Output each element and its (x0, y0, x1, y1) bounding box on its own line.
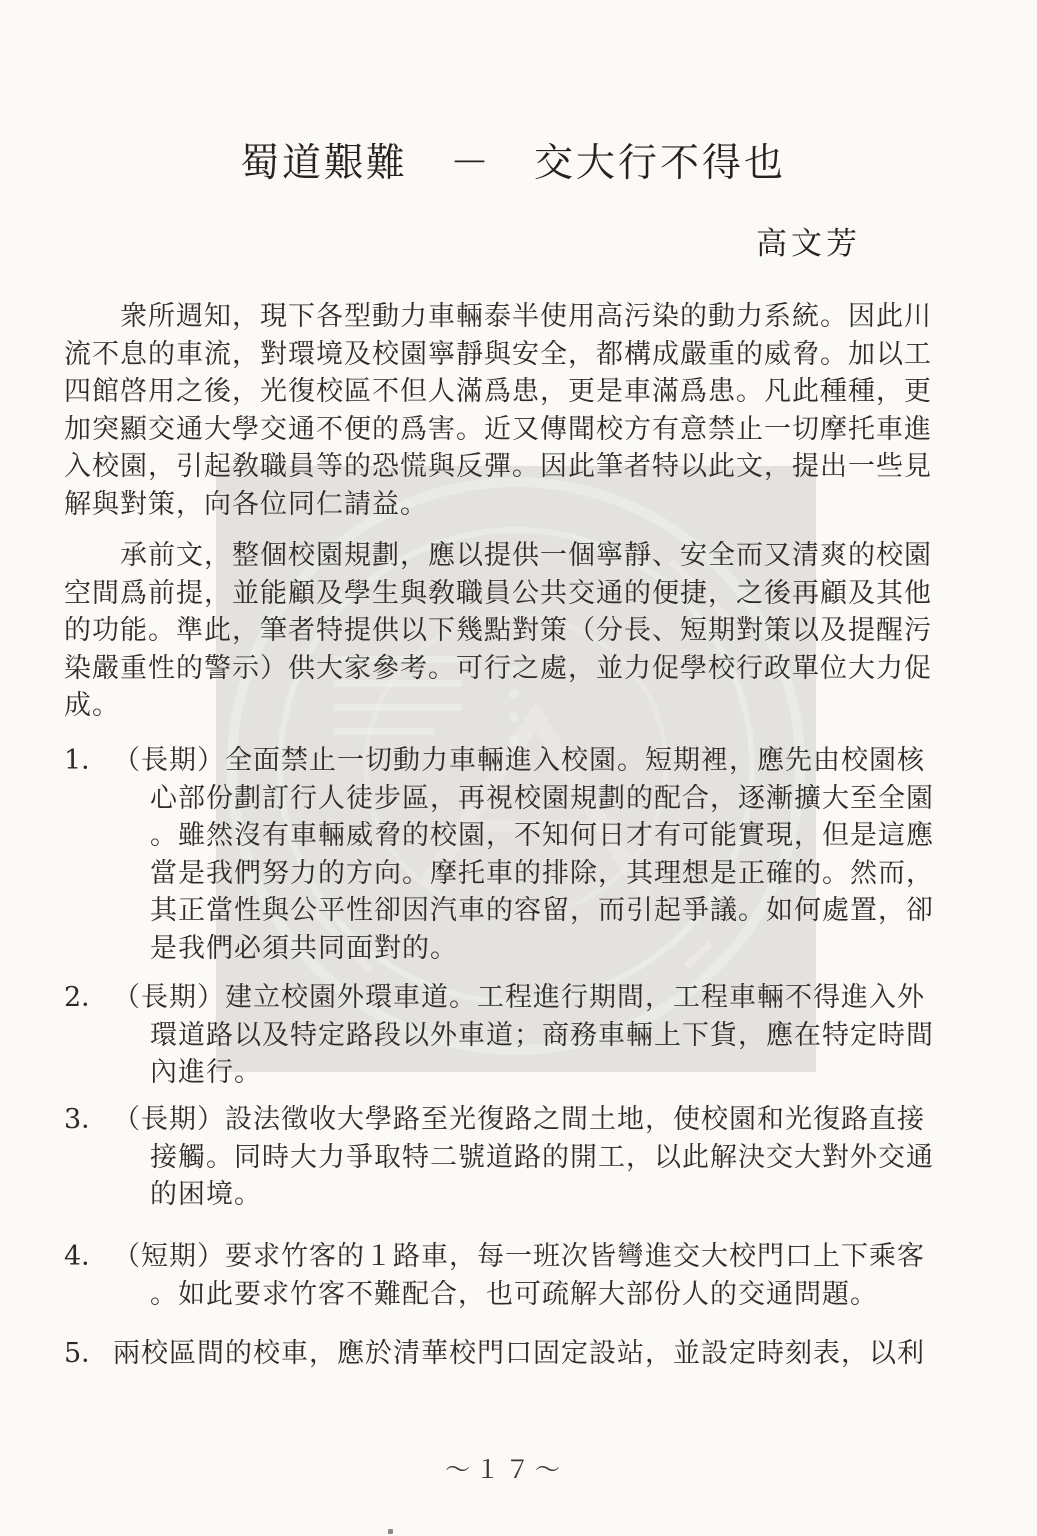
list-item-number: 1． (64, 745, 109, 776)
list-item-text: 兩校區間的校車，應於清華校門口固定設站，並設定時刻表，以利 (113, 1338, 925, 1369)
text-line: 加突顯交通大學交通不便的爲害。近又傳聞校方有意禁止一切摩托車進 (64, 413, 932, 445)
page-title: 蜀道艱難 － 交大行不得也 (240, 141, 787, 186)
intro-paragraph (64, 298, 974, 523)
text-line: 衆所週知，現下各型動力車輛泰半使用高污染的動力系統。因此川 (120, 301, 932, 332)
text-line (64, 742, 974, 780)
text-line: 承前文，整個校園規劃，應以提供一個寧靜、安全而又清爽的校園 (120, 540, 932, 571)
list-item-number: 4． (64, 1241, 109, 1272)
text-line: 其正當性與公平性卻因汽車的容留，而引起爭議。如何處置，卻 (150, 895, 934, 926)
text-line: 心部份劃訂行人徒步區，再視校園規劃的配合，逐漸擴大至全園 (150, 782, 934, 814)
list-item-text: （短期）要求竹客的１路車，每一班次皆彎進交大校門口上下乘客 (113, 1241, 925, 1272)
text-line: 是我們必須共同面對的。 (150, 932, 458, 964)
list-item-text: （長期）設法徵收大學路至光復路之間土地，使校園和光復路直接 (113, 1104, 925, 1135)
page-number: ～１７～ (444, 1455, 565, 1484)
text-line: 入校園，引起敎職員等的恐慌與反彈。因此筆者特以此文，提出一些見 (64, 451, 932, 482)
text-line (64, 979, 974, 1017)
scan-speck-artifact (388, 1529, 393, 1534)
list-item (64, 1335, 974, 1373)
text-line: 接觸。同時大力爭取特二號道路的開工，以此解決交大對外交通 (150, 1141, 934, 1173)
list-item (64, 742, 974, 967)
text-line: 染嚴重性的警示）供大家參考。可行之處，並力促學校行政單位大力促 (64, 652, 932, 684)
text-line: 環道路以及特定路段以外車道；商務車輛上下貨，應在特定時間 (150, 1019, 934, 1051)
text-line (64, 1101, 974, 1139)
text-line: 。雖然沒有車輛威脅的校園，不知何日才有可能實現，但是這應 (150, 820, 934, 851)
text-line: 的困境。 (150, 1179, 262, 1210)
text-line: 當是我們努力的方向。摩托車的排除，其理想是正確的。然而， (150, 857, 934, 889)
text-line: 的功能。準此，筆者特提供以下幾點對策（分長、短期對策以及提醒污 (64, 615, 932, 646)
plan-paragraph (64, 537, 974, 725)
text-line: 內進行。 (150, 1057, 262, 1088)
author-name: 高文芳 (756, 226, 861, 262)
text-line: 空間爲前提，並能顧及學生與敎職員公共交通的便捷，之後再顧及其他 (64, 577, 932, 609)
text-line: 成。 (64, 690, 120, 721)
text-line: 。如此要求竹客不難配合，也可疏解大部份人的交通問題。 (150, 1278, 878, 1310)
text-line (64, 1335, 974, 1373)
list-item-number: 2． (64, 982, 109, 1013)
list-item-number: 5． (64, 1338, 109, 1369)
list-item (64, 1238, 974, 1313)
list-item-text: （長期）建立校園外環車道。工程進行期間，工程車輛不得進入外 (113, 982, 925, 1013)
text-line (64, 1238, 974, 1276)
list-item-number: 3． (64, 1104, 109, 1135)
text-line: 解與對策，向各位同仁請益。 (64, 488, 428, 520)
list-item-text: （長期）全面禁止一切動力車輛進入校園。短期裡，應先由校園核 (113, 745, 925, 776)
list-item (64, 1101, 974, 1214)
list-item (64, 979, 974, 1092)
text-line: 流不息的車流，對環境及校園寧靜與安全，都構成嚴重的威脅。加以工 (64, 338, 932, 370)
text-line: 四館啓用之後，光復校區不但人滿爲患，更是車滿爲患。凡此種種，更 (64, 376, 932, 407)
